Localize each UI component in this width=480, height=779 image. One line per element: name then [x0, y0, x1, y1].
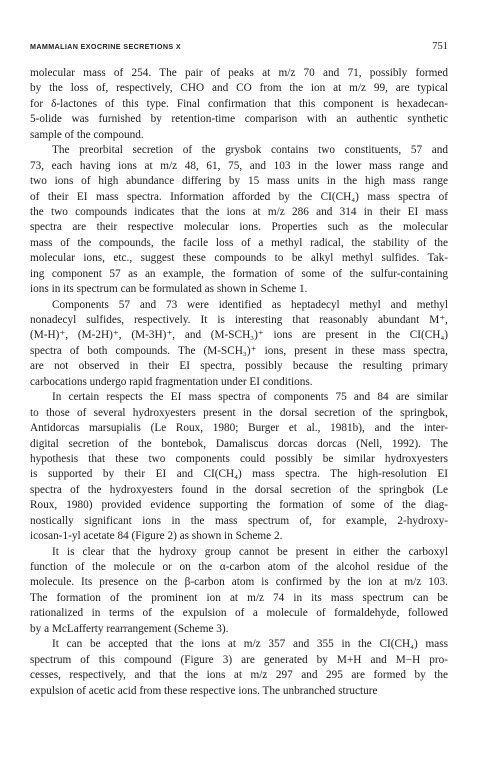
- text-line: by the loss of, respectively, CHO and CO from the ion at m/z 99, are typical: [30, 82, 448, 95]
- paragraph: [30, 143, 448, 297]
- text-line: molecular ions, etc., suggest these compounds to be alkyl methyl sulfides. Tak-: [30, 252, 448, 265]
- paragraph: [30, 66, 448, 143]
- text-line: nonadecyl sulfides, respectively. It is interesting that reasonably abundant M⁺,: [30, 314, 448, 326]
- page-number: 751: [432, 41, 448, 52]
- text-line: for δ-lactones of this type. Final confirmation that this component is hexadecan-: [30, 97, 448, 110]
- text-line: is supported by their EI and CI(CH₄) mass spectra. The high-resolution EI: [30, 468, 448, 481]
- text-line: molecule. Its presence on the β-carbon atom is confirmed by the ion at m/z 103.: [30, 576, 448, 589]
- text-line: sample of the compound.: [30, 128, 144, 141]
- paragraph: [30, 390, 448, 544]
- text-line: The preorbital secretion of the grysbok contains two constituents, 57 and: [52, 144, 448, 157]
- text-line: digital secretion of the bontebok, Damaliscus dorcas dorcas (Nell, 1992). The: [30, 437, 448, 450]
- text-line: nostically significant ions in the mass spectrum of, for example, 2-hydroxy-: [30, 514, 448, 527]
- text-line: ions in its spectrum can be formulated as shown in Scheme 1.: [30, 283, 308, 296]
- text-line: of their EI mass spectra. Information afforded by the CI(CH₄) mass spectra of: [30, 190, 448, 203]
- text-line: In certain respects the EI mass spectra of components 75 and 84 are similar: [52, 391, 448, 404]
- text-line: carbocations undergo rapid fragmentation under EI conditions.: [30, 375, 313, 388]
- text-line: expulsion of acetic acid from these respective ions. The unbranched structure: [30, 684, 378, 697]
- text-line: spectra are their respective molecular ions. Properties such as the molecular: [30, 221, 448, 234]
- text-line: 73, each having ions at m/z 48, 61, 75, and 103 in the lower mass range and: [30, 159, 448, 172]
- page-header: [30, 42, 448, 56]
- text-line: 5-olide was furnished by retention-time comparison with an authentic synthetic: [30, 113, 448, 126]
- text-line: spectra of both compounds. The (M-SCH₃)⁺ ions, present in these mass spectra,: [30, 344, 448, 357]
- paragraph: [30, 637, 448, 699]
- text-line: The formation of the prominent ion at m/z 74 in its mass spectrum can be: [30, 591, 448, 604]
- text-line: spectra of the hydroxyesters found in the dorsal secretion of the springbok (Le: [30, 483, 448, 496]
- text-line: mass of the compounds, the facile loss of a methyl radical, the stability of the: [30, 236, 448, 249]
- text-line: (M-H)⁺, (M-2H)⁺, (M-3H)⁺, and (M-SCH₃)⁺ ions are present in the CI(CH₄): [30, 329, 448, 342]
- text-line: ing component 57 as an example, the formation of some of the sulfur-containing: [30, 267, 448, 280]
- text-line: the two compounds indicates that the ions at m/z 286 and 314 in their EI mass: [30, 205, 448, 218]
- paragraph: [30, 545, 448, 638]
- text-line: by a McLafferty rearrangement (Scheme 3).: [30, 622, 229, 635]
- running-head: MAMMALIAN EXOCRINE SECRETIONS X: [30, 42, 182, 51]
- text-line: molecular mass of 254. The pair of peaks at m/z 70 and 71, possibly formed: [30, 67, 448, 79]
- text-line: rationalized in terms of the expulsion of a molecule of formaldehyde, followed: [30, 607, 448, 620]
- text-line: It can be accepted that the ions at m/z 357 and 355 in the CI(CH₄) mass: [52, 638, 448, 651]
- text-line: Roux, 1980) provided evidence supporting the formation of some of the diag-: [30, 499, 448, 512]
- paragraph: [30, 298, 448, 391]
- text-line: It is clear that the hydroxy group cannot be present in either the carboxyl: [52, 545, 448, 558]
- text-line: two ions of high abundance differing by 15 mass units in the high mass range: [30, 175, 448, 188]
- text-line: are not observed in their EI spectra, possibly because the resulting primary: [30, 360, 448, 373]
- text-line: Components 57 and 73 were identified as heptadecyl methyl and methyl: [52, 298, 448, 311]
- text-line: function of the molecule or on the α-carbon atom of the alcohol residue of the: [30, 561, 448, 573]
- text-line: Antidorcas marsupialis (Le Roux, 1980; Burger et al., 1981b), and the inter-: [30, 422, 448, 435]
- text-line: spectrum of this compound (Figure 3) are generated by M+H and M−H pro-: [30, 653, 448, 666]
- text-line: cesses, respectively, and that the ions at m/z 297 and 295 are formed by the: [30, 669, 448, 682]
- text-line: icosan-1-yl acetate 84 (Figure 2) as shown in Scheme 2.: [30, 530, 283, 543]
- body-text: [30, 66, 448, 699]
- text-line: to those of several hydroxyesters present in the dorsal secretion of the springbok,: [30, 406, 448, 419]
- text-line: hypothesis that these two components could possibly be similar hydroxyesters: [30, 452, 448, 465]
